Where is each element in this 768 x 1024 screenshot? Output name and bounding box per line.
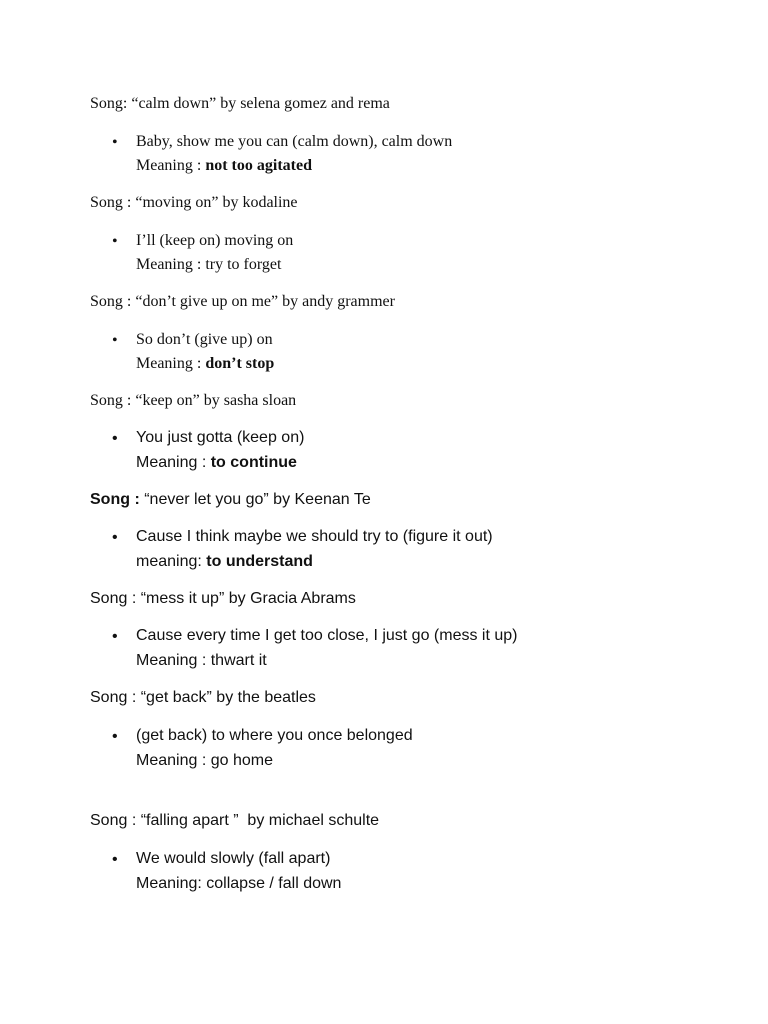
song-label: Song :: [90, 590, 137, 607]
song-heading: [90, 590, 356, 608]
meaning-text: don’t stop: [205, 355, 275, 372]
song-label: Song :: [90, 293, 132, 310]
meaning-label: Meaning :: [136, 652, 211, 669]
song-heading: [90, 392, 296, 410]
lyric-line: So don’t (give up) on: [136, 331, 273, 348]
song-label: Song :: [90, 491, 140, 508]
song-label: Song :: [90, 392, 132, 409]
song-title: “mess it up” by Gracia Abrams: [136, 590, 356, 607]
meaning-line: [136, 553, 313, 571]
meaning-text: not too agitated: [205, 157, 312, 174]
meaning-line: [136, 157, 312, 175]
song-label: Song :: [90, 689, 137, 706]
bullet-icon: •: [112, 529, 118, 546]
bullet-icon: •: [112, 728, 118, 745]
song-title: “never let you go” by Keenan Te: [139, 491, 371, 508]
meaning-label: Meaning :: [136, 157, 206, 174]
meaning-line: [136, 875, 341, 893]
bullet-icon: •: [112, 233, 118, 250]
meaning-label: Meaning :: [136, 454, 211, 471]
meaning-text: thwart it: [210, 652, 267, 669]
song-label: Song :: [90, 194, 132, 211]
bullet-icon: •: [112, 430, 118, 447]
lyric-line: You just gotta (keep on): [136, 429, 305, 446]
meaning-line: [136, 355, 274, 373]
lyric-line: Cause every time I get too close, I just go (mess it up): [136, 627, 518, 644]
song-heading: [90, 491, 371, 509]
bullet-icon: •: [112, 851, 118, 868]
song-title: “keep on” by sasha sloan: [131, 392, 297, 409]
meaning-line: [136, 652, 267, 670]
meaning-line: [136, 752, 273, 770]
meaning-label: meaning:: [136, 553, 207, 570]
meaning-line: [136, 256, 281, 274]
song-label: Song:: [90, 95, 128, 112]
lyric-line: Cause I think maybe we should try to (figure it out): [136, 528, 493, 545]
lyric-line: Baby, show me you can (calm down), calm down: [136, 133, 453, 150]
meaning-label: Meaning:: [136, 875, 207, 892]
song-heading: [90, 293, 395, 311]
meaning-label: Meaning :: [136, 355, 206, 372]
song-title: “falling apart ” by michael schulte: [136, 812, 380, 829]
song-title: “don’t give up on me” by andy grammer: [131, 293, 395, 310]
song-title: “moving on” by kodaline: [131, 194, 298, 211]
song-title: “get back” by the beatles: [136, 689, 316, 706]
lyric-line: We would slowly (fall apart): [136, 850, 331, 867]
song-label: Song :: [90, 812, 137, 829]
meaning-label: Meaning :: [136, 256, 206, 273]
song-heading: [90, 95, 390, 113]
lyric-line: (get back) to where you once belonged: [136, 727, 413, 744]
meaning-text: to continue: [210, 454, 297, 471]
meaning-text: try to forget: [205, 256, 282, 273]
lyric-line: I’ll (keep on) moving on: [136, 232, 294, 249]
meaning-text: collapse / fall down: [206, 875, 342, 892]
meaning-line: [136, 454, 297, 472]
meaning-text: to understand: [206, 553, 313, 570]
bullet-icon: •: [112, 332, 118, 349]
meaning-label: Meaning :: [136, 752, 211, 769]
song-heading: [90, 812, 379, 830]
song-heading: [90, 689, 316, 707]
bullet-icon: •: [112, 628, 118, 645]
meaning-text: go home: [210, 752, 273, 769]
bullet-icon: •: [112, 134, 118, 151]
song-heading: [90, 194, 298, 212]
song-title: “calm down” by selena gomez and rema: [127, 95, 390, 112]
